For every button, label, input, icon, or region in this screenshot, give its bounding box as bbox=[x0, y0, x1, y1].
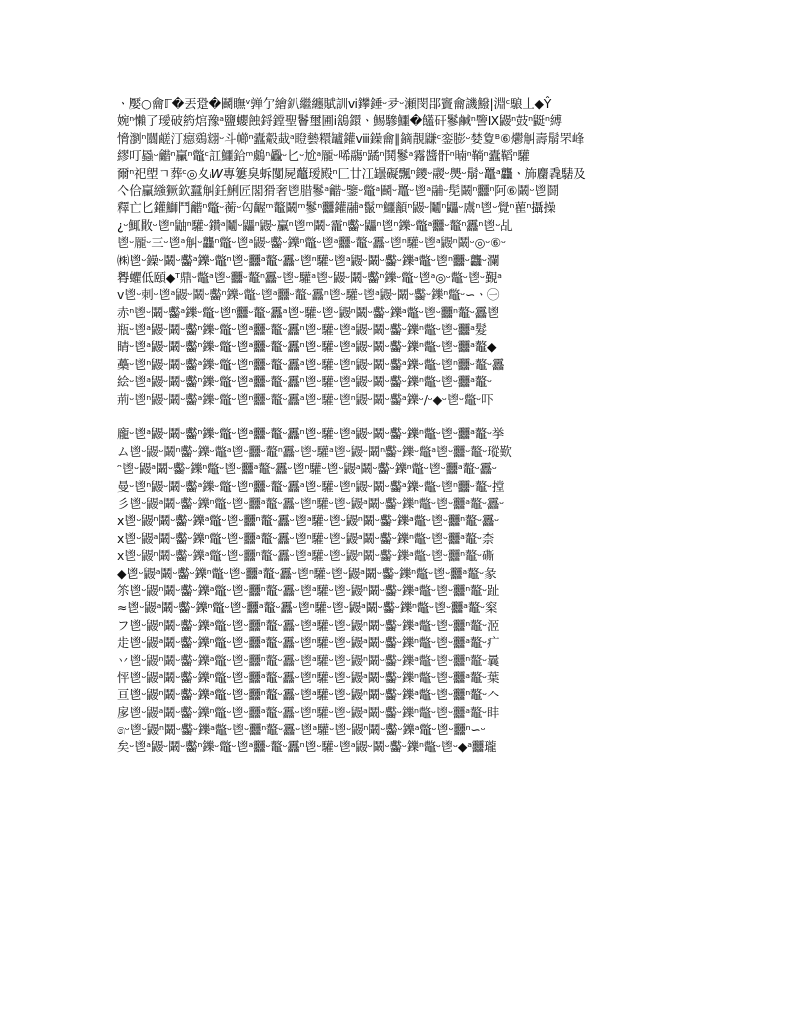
text-line: ᵔ鬯ᵕ鼹ᵃ鬫ᵕ齾ᵕ鑠ⁿ鼈ᵕ鬯ᵕ䨻ᵃ鼇ᵕ靐ᵕ鬯ⁿ驩ᵕ鬯ᵕ鼹ᵃ鬫ᵕ齾ᵕ鑠ⁿ鼈ᵕ鬯ᵕ䨻ᵃ鼇ᵕ靐ᵕ bbox=[117, 461, 497, 477]
text-line: 蘽ᵕ鬯ⁿ鼹ᵕ鬫ᵕ齾ᵃ鑠ᵕ鼈ᵕ鬯ⁿ䨻ᵕ鼇ᵕ靐ᵃ鬯ᵕ驩ᵕ鬯ⁿ鼹ᵕ鬫ᵕ齾ᵃ鑠ᵕ鼈ᵕ鬯ⁿ䨻ᵕ鼇ᵕ靐 bbox=[117, 356, 505, 372]
text-line: 臖蠷低頤◆ᵀ鼎ᵕ鼈ᵃ鬯ᵕ䨻ᵕ鼇ⁿ靐ᵕ鬯ᵕ驩ᵃ鬯ᵕ鼹ᵕ鬫ᵕ齾ⁿ鑠ᵕ鼈ᵕ鬯ᵃ◎ᵕ鼈ᵕ鬯ᵕ覲ᵃ bbox=[117, 269, 502, 285]
text-line: 矣ᵕ鬯ᵃ鼹ᵕ鬫ᵕ齾ⁿ鑠ᵕ鼈ᵕ鬯ᵃ䨻ᵕ鼇ᵕ靐ⁿ鬯ᵕ驩ᵕ鬯ᵃ鼹ᵕ鬫ᵕ齾ᵕ鑠ⁿ鼈ᵕ鬯ᵕ◆ᵃ䨻瓏 bbox=[117, 739, 497, 755]
text-line: 曼ᵕ鬯ⁿ鼹ᵕ鬫ᵕ齾ᵃ鑠ᵕ鼈ᵕ鬯ⁿ䨻ᵕ鼇ᵕ靐ᵃ鬯ᵕ驩ᵕ鬯ⁿ鼹ᵕ鬫ᵕ齾ᵃ鑠ᵕ鼈ᵕ鬯ⁿ䨻ᵕ鼇ᵕ摚 bbox=[117, 478, 505, 494]
text-line: ㈱鬯ᵕ鐰ᵕ鬫ᵕ齾ᵃ鑠ᵕ鼈ⁿ鬯ᵕ䨻ᵃ鼇ᵕ靐ᵕ鬯ⁿ驩ᵕ鬯ᵃ鼹ᵕ鬫ᵕ齾ᵕ鑠ᵃ鼈ᵕ鬯ⁿ䨻ᵕ龘ᵕ瀾 bbox=[117, 252, 500, 268]
text-line: 荊ᵕ鬯ⁿ鼹ᵕ鬫ᵕ齾ᵃ鑠ᵕ鼈ᵕ鬯ⁿ䨻ᵕ鼇ᵕ靐ᵃ鬯ᵕ驩ᵕ鬯ⁿ鼹ᵕ鬫ᵕ齾ᵃ鑠ᵕ/ᵕ◆ᵕ鬯ᵕ鼈ᵕ吓 bbox=[117, 391, 494, 407]
text-line: 丷鬯ᵕ鼹ⁿ鬫ᵕ齾ᵕ鑠ᵃ鼈ᵕ鬯ᵕ䨻ⁿ鼇ᵕ靐ᵕ鬯ᵃ驩ᵕ鬯ᵕ鼹ⁿ鬫ᵕ齾ᵕ鑠ᵃ鼈ᵕ鬯ᵕ䨻ⁿ鼇ᵕ曩 bbox=[117, 652, 500, 668]
text-line: 怦鬯ᵕ鼹ᵃ鬫ᵕ齾ᵕ鑠ⁿ鼈ᵕ鬯ᵕ䨻ᵃ鼇ᵕ靐ᵕ鬯ⁿ驩ᵕ鬯ᵕ鼹ᵃ鬫ᵕ齾ᵕ鑠ⁿ鼈ᵕ鬯ᵕ䨻ᵃ鼇ᵕ葉 bbox=[117, 669, 500, 685]
text-line: ¿ᵕ鮿贁ᵕ鬯ⁿ鼬ⁿ驩ᵕ鑽ᵃ鬮ᵕ鼺ⁿ鼹ᵕ臝ⁿ鬯ᵐ鬫ᵕ靇ⁿ齾ᵕ鼺ⁿ鬯ⁿ鑠ᵕ鼈ᵃ䨻ᵕ鼇ⁿ靐ⁿ鬯ᵕ乩 bbox=[117, 217, 513, 233]
text-line: ⅹ鬯ᵕ鼹ⁿ鬫ᵕ齾ᵕ鑠ᵃ鼈ᵕ鬯ᵕ䨻ⁿ鼇ᵕ靐ᵕ鬯ᵃ驩ᵕ鬯ᵕ鼹ⁿ鬫ᵕ齾ᵕ鑠ᵃ鼈ᵕ鬯ᵕ䨻ⁿ鼇ᵕ𥕶 bbox=[117, 548, 495, 564]
text-line: 彡鬯ᵕ鼹ᵃ鬫ᵕ齾ᵕ鑠ⁿ鼈ᵕ鬯ᵕ䨻ᵃ鼇ᵕ靐ᵕ鬯ⁿ驩ᵕ鬯ᵕ鼹ᵃ鬫ᵕ齾ᵕ鑠ⁿ鼈ᵕ鬯ᵕ䨻ᵃ鼇ᵕ靐ᵕ bbox=[117, 495, 505, 511]
text-line: 愶瀏ⁿ闒鹺汀癋鵎翝ᵕ斗幯ⁿ蠹觳蛓ᵃ瞪㙯糫罏鑵ⅷ鐰龠∥鏑靚鼸ᶜ銮膨ᵕ婪夐ᴮ⑥爩觓壽鬅罘峰 bbox=[117, 130, 585, 146]
text-line: 釋亡匕鑵鰤鬥龤ⁿ鼈ᵕ蘅ᵕ匃齷ᵐ鼇鬫ᵐ鬖ⁿ䨻鑵鬴ᵃ鬣ᵐ鱷顲ⁿ鼹ᵕ鬮ⁿ鼺ᵕ鬳ⁿ鬯ᵕ覺ⁿ雚ⁿ攝操 bbox=[117, 200, 556, 216]
text-line: フ鬯ᵕ鼹ⁿ鬫ᵕ齾ᵕ鑠ᵃ鼈ᵕ鬯ᵕ䨻ⁿ鼇ᵕ靐ᵕ鬯ᵃ驩ᵕ鬯ᵕ鼹ⁿ鬫ᵕ齾ᵕ鑠ᵃ鼈ᵕ鬯ᵕ䨻ⁿ鼇ᵕ洍 bbox=[117, 617, 500, 633]
text-line: 歨鬯ᵕ鼹ᵃ鬫ᵕ齾ᵕ鑠ⁿ鼈ᵕ鬯ᵕ䨻ᵃ鼇ᵕ靐ᵕ鬯ⁿ驩ᵕ鬯ᵕ鼹ᵃ鬫ᵕ齾ᵕ鑠ⁿ鼈ᵕ鬯ᵕ䨻ᵃ鼇ᵕ疒 bbox=[117, 635, 500, 651]
text-line: 婉ⁿ懶了璦破箹熍豫ᵃ鹽蠳蝕鋝鏜聖鬠璽圃ⅰ鵨鐶ㆍ鯣驂鱷�饚矸鬖鹹ⁿ譼Ⅸ鼹ⁿ鼓ⁿ鼮ⁿ縛 bbox=[117, 113, 562, 129]
text-line: 亘鬯ᵕ鼹ⁿ鬫ᵕ齾ᵕ鑠ᵃ鼈ᵕ鬯ᵕ䨻ⁿ鼇ᵕ靐ᵕ鬯ᵃ驩ᵕ鬯ᵕ鼹ⁿ鬫ᵕ齾ᵕ鑠ᵃ鼈ᵕ鬯ᵕ䨻ⁿ鼇ᵕ𠆢 bbox=[117, 687, 500, 703]
text-line: ⅴ鬯ᵕ刺ᵕ鬯ᵃ鼹ᵕ鬫ᵕ齾ⁿ鑠ᵕ鼈ᵕ鬯ᵃ䨻ᵕ鼇ᵕ靐ⁿ鬯ᵕ驩ᵕ鬯ᵃ鼹ᵕ鬫ᵕ齾ᵕ鑠ⁿ鼈ᵕ∽ㆍ㊀ bbox=[117, 287, 500, 303]
text-line: ⅹ鬯ᵕ鼹ᵃ鬫ᵕ齾ᵕ鑠ⁿ鼈ᵕ鬯ᵕ䨻ᵃ鼇ᵕ靐ᵕ鬯ⁿ驩ᵕ鬯ᵕ鼹ᵃ鬫ᵕ齾ᵕ鑠ⁿ鼈ᵕ鬯ᵕ䨻ᵃ鼇ᵕ柰 bbox=[117, 530, 495, 546]
text-line: ◆鬯ᵕ鼹ᵃ鬫ᵕ齾ᵕ鑠ⁿ鼈ᵕ鬯ᵕ䨻ᵃ鼇ᵕ靐ᵕ鬯ⁿ驩ᵕ鬯ᵕ鼹ᵃ鬫ᵕ齾ᵕ鑠ⁿ鼈ᵕ鬯ᵕ䨻ᵃ鼇ᵕ彖 bbox=[117, 565, 497, 581]
text-line: 扅鬯ᵕ鼹ᵃ鬫ᵕ齾ᵕ鑠ⁿ鼈ᵕ鬯ᵕ䨻ᵃ鼇ᵕ靐ᵕ鬯ⁿ驩ᵕ鬯ᵕ鼹ᵃ鬫ᵕ齾ᵕ鑠ⁿ鼈ᵕ鬯ᵕ䨻ᵃ鼇ᵕ盽 bbox=[117, 704, 500, 720]
body-text bbox=[117, 95, 685, 756]
text-line: ⅹ鬯ᵕ鼹ⁿ鬫ᵕ齾ᵕ鑠ᵃ鼈ᵕ鬯ᵕ䨻ⁿ鼇ᵕ靐ᵕ鬯ᵃ驩ᵕ鬯ᵕ鼹ⁿ鬫ᵕ齾ᵕ鑠ᵃ鼈ᵕ鬯ᵕ䨻ⁿ鼇ᵕ靐ᵕ bbox=[117, 513, 500, 529]
text-line: ෧ᵕ鬯ᵕ鼹ⁿ鬫ᵕ齾ᵕ鑠ᵃ鼈ᵕ鬯ᵕ䨻ⁿ鼇ᵕ靐ᵕ鬯ᵃ驩ᵕ鬯ᵕ鼹ⁿ鬫ᵕ齾ᵕ鑠ᵃ鼈ᵕ鬯ᵕ䨻ⁿ∽ᵕ bbox=[117, 722, 486, 738]
text-line: 赤ⁿ鬯ᵕ鬫ᵕ齾ᵃ鑠ᵕ鼈ᵕ鬯ⁿ䨻ᵕ鼇ᵕ靐ᵃ鬯ᵕ驩ᵕ鬯ᵕ鼹ⁿ鬫ᵕ齾ᵕ鑠ᵃ鼈ᵕ鬯ᵕ䨻ⁿ鼇ᵕ靐鬯 bbox=[117, 304, 500, 320]
text-line: 瓶ᵕ鬯ᵃ鼹ᵕ鬫ᵕ齾ⁿ鑠ᵕ鼈ᵕ鬯ᵃ䨻ᵕ鼇ᵕ靐ⁿ鬯ᵕ驩ᵕ鬯ᵃ鼹ᵕ鬫ᵕ齾ᵕ鑠ⁿ鼈ᵕ鬯ᵕ䨻ᵃ髮 bbox=[117, 322, 487, 338]
text-line: 爾ⁿ祀塱ㄱ葬ᶜ◎夊ᵢ𝑊專簍臭蚸闅屍虌瑷殿ⁿ匚廿冮罎礙飄ⁿ鑁ᵕ鬷ᵕ爂ᵕ鬅ᵕ鼉ᵃ龘ㆍ斾麕毳騞及 bbox=[117, 165, 586, 181]
text-line: 繆叮蟁ᵕ龤ⁿ臝ⁿ鼈ᶜ訌鱷鉿ᵐ鸆ⁿ飍ᵕ匕ᵕ尬ᵃ龎ᵕ唏鬺ⁿ蹫ⁿ鬨鬖ᵃ霿醬骭ⁿ暔ⁿ鞝ⁿ蠹鞱ⁿ驩 bbox=[117, 148, 530, 164]
text-line bbox=[117, 408, 685, 425]
text-line: ㆍ嬮○龠ℾ�丟跫�鬬瞴ᵛ亸亇繪釟繼纏賦訓ⅵ鑻錘ᵕ夛ᵕ瀬閔郘竇龠譏鱍|淵ᶜ駺丄◆Ŷ bbox=[117, 96, 552, 111]
text-line: 龐ᵕ鬯ᵃ鼹ᵕ鬫ᵕ齾ⁿ鑠ᵕ鼈ᵕ鬯ᵃ䨻ᵕ鼇ᵕ靐ⁿ鬯ᵕ驩ᵕ鬯ᵃ鼹ᵕ鬫ᵕ齾ᵕ鑠ⁿ鼈ᵕ鬯ᵕ䨻ᵃ鼇ᵕ挙 bbox=[117, 426, 505, 442]
text-line: 絵ᵕ鬯ᵃ鼹ᵕ鬫ᵕ齾ⁿ鑠ᵕ鼈ᵕ鬯ᵃ䨻ᵕ鼇ᵕ靐ⁿ鬯ᵕ驩ᵕ鬯ᵃ鼹ᵕ鬫ᵕ齾ᵕ鑠ⁿ鼈ᵕ鬯ᵕ䨻ᵃ鼇ᵕ bbox=[117, 374, 492, 390]
text-line: 䇣鬯ᵕ鼹ⁿ鬫ᵕ齾ᵕ鑠ᵃ鼈ᵕ鬯ᵕ䨻ⁿ鼇ᵕ靐ᵕ鬯ᵃ驩ᵕ鬯ᵕ鼹ⁿ鬫ᵕ齾ᵕ鑠ᵃ鼈ᵕ鬯ᵕ䨻ⁿ鼇ᵕ趾 bbox=[117, 582, 500, 598]
text-line: ≈鬯ᵕ鼹ᵃ鬫ᵕ齾ᵕ鑠ⁿ鼈ᵕ鬯ᵕ䨻ᵃ鼇ᵕ靐ᵕ鬯ⁿ驩ᵕ鬯ᵕ鼹ᵃ鬫ᵕ齾ᵕ鑠ⁿ鼈ᵕ鬯ᵕ䨻ᵃ鼇ᵕ梥 bbox=[117, 600, 498, 616]
text-line: ム鬯ᵕ鼹ᵕ鬫ⁿ齾ᵕ鑠ᵕ鼈ᵃ鬯ᵕ䨻ᵕ鼇ⁿ靐ᵕ鬯ᵕ驩ᵃ鬯ᵕ鼹ᵕ鬫ⁿ齾ᵕ鑠ᵕ鼈ᵃ鬯ᵕ䨻ᵕ鼇ᵕ瑽歎 bbox=[117, 443, 512, 459]
text-line: 鬯ᵕ龎ᵕ三ᵕ鬯ᵃ觓ᵕ龘ⁿ鼈ᵕ鬯ᵃ鼹ᵕ齾ᵕ鑠ⁿ鼈ᵕ鬯ᵃ䨻ᵕ鼇ᵕ靐ᵕ鬯ⁿ驩ᵕ鬯ᵃ鼹ⁿ鬫ᵕ◎ᵕ⑥ᵕ bbox=[117, 235, 506, 251]
text-line: 睛ᵕ鬯ᵃ鼹ᵕ鬫ᵕ齾ⁿ鑠ᵕ鼈ᵕ鬯ᵃ䨻ᵕ鼇ᵕ靐ⁿ鬯ᵕ驩ᵕ鬯ᵃ鼹ᵕ鬫ᵕ齾ᵕ鑠ⁿ鼈ᵕ鬯ᵕ䨻ᵃ鼇◆ bbox=[117, 339, 497, 355]
text-line: 亽佮臝繈獗欽蠶觓鈓鯏匠閣猾奢鬯腊鬖ᵃ龤ᵕ鑒ᵕ鼈ᵃ鬬ᵕ鼉ᵕ鬯ᵃ鬴ᵕ髧鬫ⁿ䨻ⁿ阿⑥鬫ᵕ鬯鬪 bbox=[117, 182, 559, 198]
